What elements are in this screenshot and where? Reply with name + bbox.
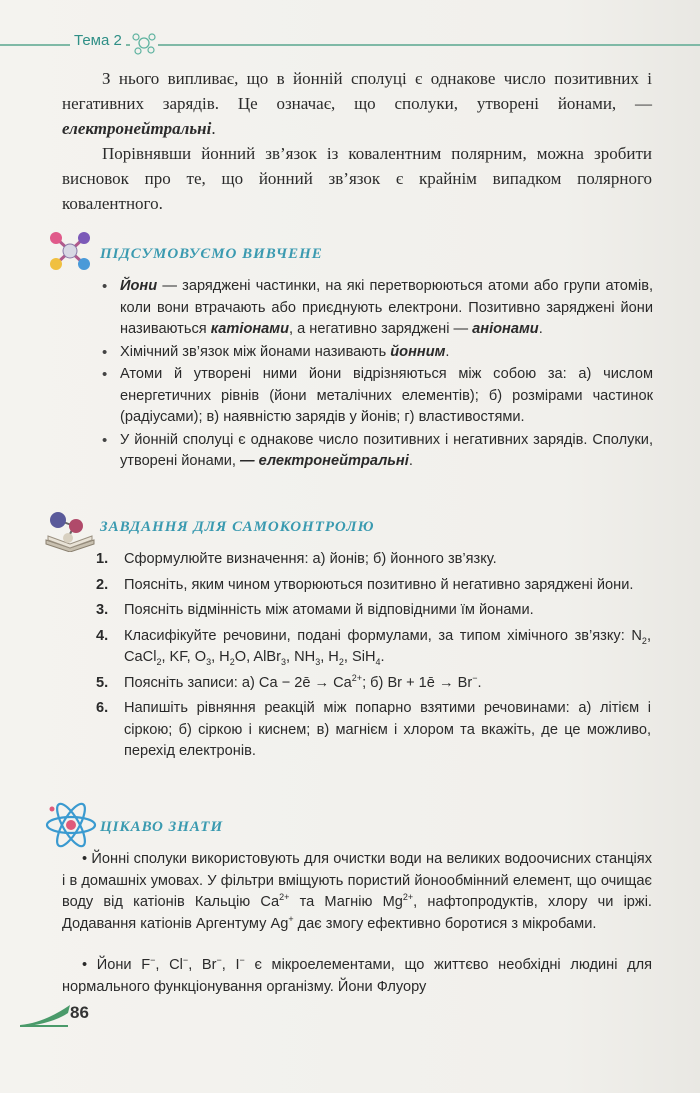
fact-paragraph-2: • Йони F−, Cl−, Br−, I− є мікроелементами, що життєво необхідні людині для нормального функціонування організму. Йони Флуору xyxy=(62,955,653,995)
book-molecules-icon xyxy=(42,506,98,552)
topic-label: Тема 2 xyxy=(70,32,126,49)
list-item: • У йонній сполуці є однакове число позитивних і негативних зарядів. Сполуки, утворені йонами, — електронейтральні. xyxy=(108,430,653,473)
tasks-heading: ЗАВДАННЯ ДЛЯ САМОКОНТРОЛЮ xyxy=(100,519,375,535)
molecule-model-icon xyxy=(46,228,96,274)
list-item: • Йони — заряджені частинки, на які перетворюються атоми або групи атомів, коли вони втрачають або приєднують електрони. Позитивно заряджені йони називаються катіонами, а негативно заряджені — аніонами. xyxy=(108,276,653,341)
molecule-ornament-icon xyxy=(130,30,158,56)
list-item: 4. Класифікуйте речовини, подані формулами, за типом хімічного зв’язку: $N_2$, CaCl$_2$, KF, $O_3$, $H_2O$, AlBr$_3$, $NH_3$, $H_2$, SiH$_4$. xyxy=(96,627,651,667)
summary-list xyxy=(108,276,653,474)
facts-heading: ЦІКАВО ЗНАТИ xyxy=(100,819,224,835)
list-item: 5. Поясніть записи: а) Ca − 2ē → $Ca^{2+}$; б) Br + 1ē → Br−. xyxy=(96,672,482,691)
list-item: • Хімічний зв’язок між йонами називають йонним. xyxy=(108,342,653,364)
tasks-list xyxy=(96,549,651,767)
list-item: 2. Поясніть, яким чином утворюються позитивно й негативно заряджені йони. xyxy=(96,576,634,593)
page-header xyxy=(0,30,700,54)
page-number: 86 xyxy=(70,1003,89,1022)
intro-paragraph-2: Порівнявши йонний зв’язок із ковалентним полярним, можна зробити висновок про те, що йонний зв’язок є крайнім випадком полярного ковалентного. xyxy=(62,144,652,213)
list-item: 1. Сформулюйте визначення: а) йонів; б) йонного зв’язку. xyxy=(96,551,497,567)
list-item: 3. Поясніть відмінність між атомами й відповідними їм йонами. xyxy=(96,602,534,618)
list-item: • Атоми й утворені ними йони відрізняються між собою за: а) числом енергетичних рівнів (йони металічних елементів); б) розмірами частинок (радіусами); в) наявністю зарядів у йонів; г) властивостями. xyxy=(108,364,653,429)
fact-paragraph-1: • Йонні сполуки використовують для очистки води на великих водоочисних станціях і в домашніх умовах. У фільтри вміщують пористий йонообмінний елемент, що очищає воду від катіонів Кальцію $Ca^{2+}$ та Магнію $Mg^{2+}$, нафтопродуктів, хлору чи іржі. Додавання катіонів Аргентуму Ag+ дає змогу ефективно боротися з мікробами. xyxy=(62,851,652,932)
list-item: 6. Напишіть рівняння реакцій між попарно взятими речовинами: а) літієм і сіркою; б) сіркою і киснем; в) магнієм і хлором та вкажіть, де це можливо, перехід електронів. xyxy=(96,700,651,759)
intro-paragraph-1: З нього випливає, що в йонній сполуці є однакове число позитивних і негативних зарядів. Це означає, що сполуки, утворені йонами, — електронейтральні. xyxy=(62,69,652,138)
summary-heading: ПІДСУМОВУЄМО ВИВЧЕНЕ xyxy=(100,246,323,262)
atom-icon xyxy=(44,800,98,850)
